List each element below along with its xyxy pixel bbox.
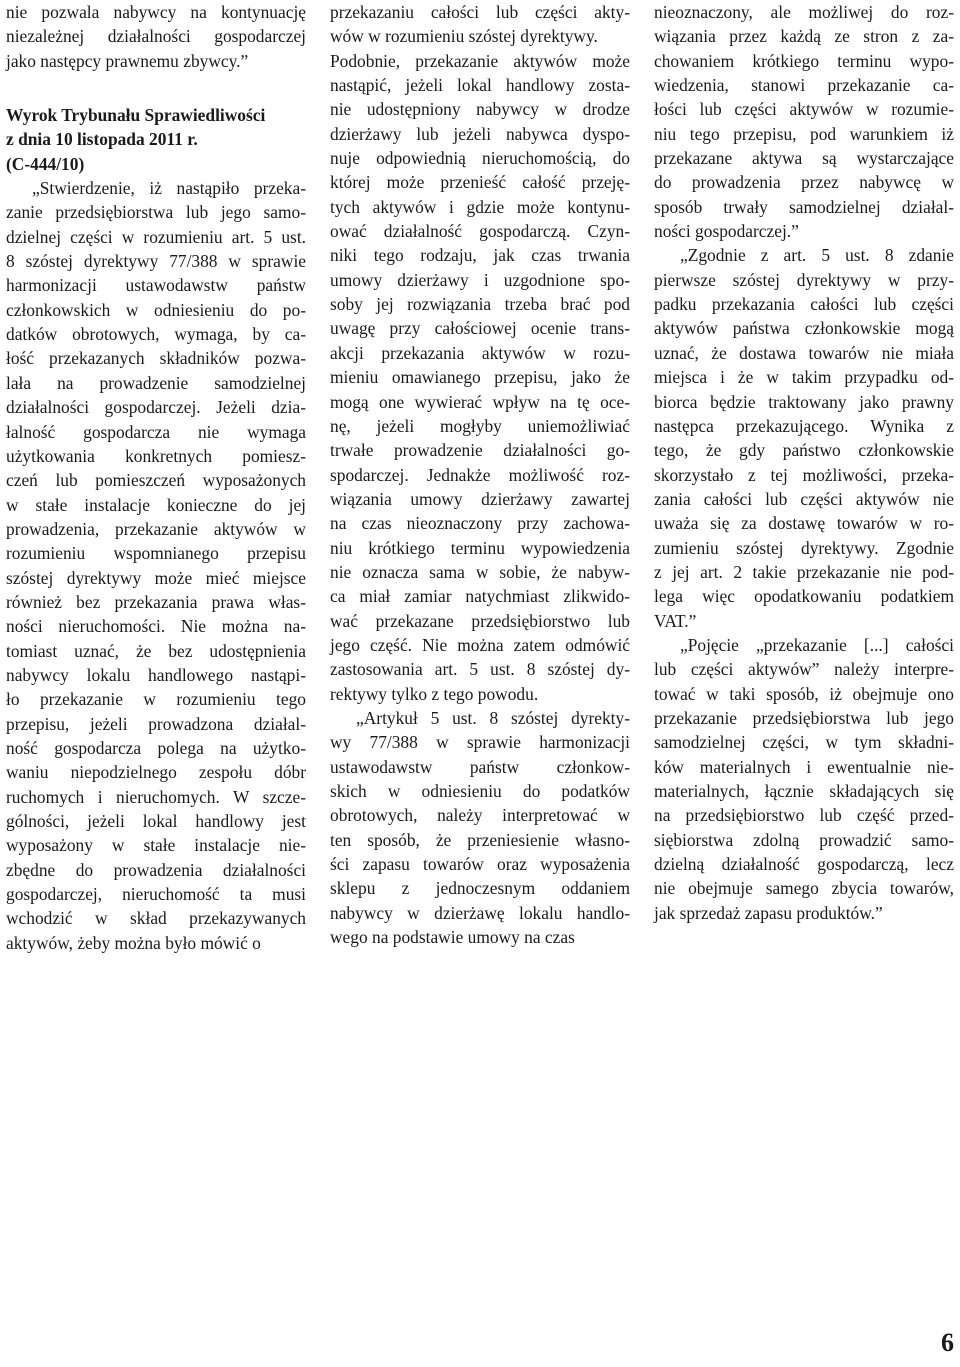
text-line: zanie przedsiębiorstwa lub jego samo- (6, 202, 306, 223)
text-line: nastąpić, jeżeli lokal handlowy zosta- (330, 75, 630, 96)
text-line: aktywów, żeby można było mówić o (6, 932, 261, 953)
text-line: aktywów państwa członkowskie mogą (654, 318, 954, 339)
text-line: biorca będzie traktowany jako prawny (654, 391, 954, 412)
text-line: waniu niepodzielnego zespołu dóbr (6, 762, 306, 783)
text-line: (C-444/10) (6, 153, 85, 174)
text-line: zumieniu szóstej dyrektywy. Zgodnie (654, 537, 954, 558)
text-line: której może przenieść całość przeję- (330, 172, 630, 193)
text-line: tomiast uznać, że bez udostępnienia (6, 640, 306, 661)
text-line: członkowskich w odniesieniu do po- (6, 299, 306, 320)
text-line: do prowadzenia przez nabywcę w (654, 172, 954, 193)
text-line: datków obrotowych, wymaga, by ca- (6, 324, 306, 345)
text-line: zastosowania art. 5 ust. 8 szóstej dy- (330, 659, 630, 680)
text-line: jako następcy prawnemu zbywcy.” (6, 50, 249, 71)
text-line: chowaniem krótkiego terminu wypo- (654, 50, 954, 71)
text-line: harmonizacji ustawodawstw państw (6, 275, 306, 296)
text-line: umowy dzierżawy i uzgodnione spo- (330, 269, 630, 290)
text-line: Podobnie, przekazanie aktywów może (330, 50, 630, 71)
text-line: przekazanie przedsiębiorstwa lub jego (654, 707, 954, 728)
text-line: „Stwierdzenie, iż nastąpiło przeka- (32, 178, 306, 199)
text-line: ków materialnych i ewentualnie nie- (654, 756, 954, 777)
text-line: akcji przekazania aktywów w rozu- (330, 342, 630, 363)
text-line: wy 77/388 w sprawie harmonizacji (330, 732, 630, 753)
text-line: wyposażony w stałe instalacje nie- (6, 835, 306, 856)
text-line: działalności gospodarczej. Jeżeli dzia- (6, 397, 306, 418)
text-line: sklepu z jednoczesnym oddaniem (330, 878, 630, 899)
text-line: dzielną działalność gospodarczą, lecz (654, 854, 954, 875)
text-line: ności nieruchomości. Nie można na- (6, 616, 306, 637)
text-line: niu tego przepisu, pod warunkiem iż (654, 123, 954, 144)
text-line: nę, jeżeli mogłyby uniemożliwiać (330, 415, 630, 436)
text-line: ca miał zamiar natychmiast zlikwido- (330, 586, 630, 607)
text-line: wchodzić w skład przekazywanych (6, 908, 306, 929)
text-line: niki tego rodzaju, jak czas trwania (330, 245, 630, 266)
text-line: rozumieniu wspomnianego przepisu (6, 543, 306, 564)
text-line: w stałe instalacje konieczne do jej (6, 494, 306, 515)
text-line: z jej art. 2 takie przekazanie nie pod- (654, 561, 954, 582)
text-line: soby jej rozwiązania trzeba brać pod (330, 294, 630, 315)
text-line: z dnia 10 listopada 2011 r. (6, 129, 198, 150)
text-line: następca przekazującego. Wynika z (654, 415, 954, 436)
text-line: 8 szóstej dyrektywy 77/388 w sprawie (6, 251, 306, 272)
text-line: „Zgodnie z art. 5 ust. 8 zdanie (680, 245, 954, 266)
text-line: ować działalność gospodarczą. Czyn- (330, 221, 630, 242)
text-line: samodzielnej części, w tym składni- (654, 732, 954, 753)
text-line: pierwsze szóstej dyrektywy w przy- (654, 269, 954, 290)
text-line: uwagę przy całościowej ocenie trans- (330, 318, 630, 339)
text-line: łość przekazanych składników pozwa- (6, 348, 306, 369)
text-line: „Pojęcie „przekazanie [...] całości (680, 634, 954, 655)
text-line: użytkowania konkretnych pomiesz- (6, 445, 306, 466)
text-line: uznać, że dostawa towarów nie miała (654, 342, 954, 363)
text-line: nieoznaczony, ale możliwej do roz- (654, 2, 954, 22)
text-line: szóstej dyrektywy może mieć miejsce (6, 567, 306, 588)
text-line: mogą one wywierać wpływ na tę oce- (330, 391, 630, 412)
text-line: siębiorstwa zdolną prowadzić samo- (654, 829, 954, 850)
text-line: łalność gospodarcza nie wymaga (6, 421, 306, 442)
text-line: spodarczej. Jednakże możliwość roz- (330, 464, 630, 485)
text-line: sposób trwały samodzielnej działal- (654, 196, 954, 217)
text-line: również bez przekazania prawa włas- (6, 591, 306, 612)
text-line: wiązania umowy dzierżawy zawartej (330, 488, 630, 509)
text-line: przekazane aktywa są wystarczające (654, 148, 954, 169)
text-line: mieniu omawianego przepisu, jako że (330, 367, 630, 388)
text-line: jak sprzedaż zapasu produktów.” (654, 902, 883, 923)
text-line: niu krótkiego terminu wypowiedzenia (330, 537, 630, 558)
text-line: miejsca i że w takim przypadku od- (654, 367, 954, 388)
text-line: skich w odniesieniu do podatków (330, 781, 630, 801)
text-line: ustawodawstw państw członkow- (330, 756, 630, 777)
text-line: dzierżawy lub jeżeli nabywca dyspo- (330, 123, 630, 144)
text-line: wiązania przez każdą ze stron z za- (654, 26, 954, 47)
text-line: tego, że gdy państwo członkowskie (654, 440, 954, 461)
text-line: nie oznacza sama w sobie, że nabyw- (330, 561, 630, 582)
text-line: obrotowych, należy interpretować w (330, 805, 630, 826)
text-line: wego na podstawie umowy na czas (330, 927, 575, 948)
text-line: ności gospodarczej.” (654, 221, 799, 242)
text-column-2 (330, 0, 630, 949)
text-line: na czas nieoznaczony przy zachowa- (330, 513, 630, 534)
text-line: czeń lub pomieszczeń wyposażonych (6, 470, 306, 491)
text-line: nie obejmuje samego zbycia towarów, (654, 878, 954, 899)
text-line: gospodarczej, nieruchomość ta musi (6, 884, 306, 905)
text-line: niezależnej działalności gospodarczej (6, 26, 306, 47)
text-line: lała na prowadzenie samodzielnej (6, 372, 306, 393)
text-line: Wyrok Trybunału Sprawiedliwości (6, 105, 266, 126)
text-line: jego część. Nie można zatem odmówić (330, 634, 630, 655)
text-line: ten sposób, że przeniesienie własno- (330, 829, 630, 850)
text-line: gólności, jeżeli lokal handlowy jest (6, 811, 306, 831)
text-line: trwałe prowadzenie działalności go- (330, 440, 630, 461)
text-line: zania całości lub części aktywów nie (654, 488, 954, 509)
text-line: padku przekazania całości lub części (654, 294, 954, 315)
text-line: ści zapasu towarów oraz wyposażenia (330, 854, 630, 875)
text-line: „Artykuł 5 ust. 8 szóstej dyrekty- (356, 707, 630, 728)
text-line: nabywcy lokalu handlowego nastąpi- (6, 664, 306, 685)
text-column-3 (654, 0, 954, 925)
text-line: prowadzenia, przekazanie aktywów w (6, 518, 306, 539)
text-line: lega więc opodatkowaniu podatkiem (654, 586, 954, 607)
text-line: na przedsiębiorstwo lub część przed- (654, 805, 954, 826)
text-line: rektywy tylko z tego powodu. (330, 683, 539, 704)
text-line: łości lub części aktywów w rozumie- (654, 99, 954, 120)
text-line: ło przekazanie w rozumieniu tego (6, 689, 306, 710)
text-line: tować w taki sposób, iż obejmuje ono (654, 683, 954, 704)
text-line: VAT.” (654, 610, 697, 631)
text-line: uważa się za dostawę towarów w ro- (654, 513, 954, 534)
text-line: lub części aktywów” należy interpre- (654, 659, 954, 680)
text-line: dzielnej części w rozumieniu art. 5 ust. (6, 226, 306, 247)
text-line: nabywcy w dzierżawę lokalu handlo- (330, 902, 630, 923)
text-line: materialnych, łącznie składających się (654, 781, 954, 801)
text-line: wów w rozumieniu szóstej dyrektywy. (330, 26, 598, 47)
text-line: wać przekazane przedsiębiorstwo lub (330, 610, 630, 631)
text-line (6, 73, 306, 103)
text-line: nie pozwala nabywcy na kontynuację (6, 2, 306, 22)
text-line: nie udostępniony nabywcy w drodze (330, 99, 630, 120)
text-line: wiedzenia, stanowi przekazanie ca- (654, 75, 954, 96)
text-line: ruchomych i nieruchomych. W szcze- (6, 786, 306, 807)
text-column-1 (6, 0, 306, 955)
text-line: skorzystało z tej możliwości, przeka- (654, 464, 954, 485)
text-line: nuje odpowiednią nieruchomością, do (330, 148, 630, 169)
text-line: ność gospodarcza polega na użytko- (6, 737, 306, 758)
text-line: tych aktywów i gdzie może kontynu- (330, 196, 630, 217)
page-number: 6 (941, 1328, 954, 1357)
text-line: przepisu, jeżeli prowadzona działal- (6, 713, 306, 734)
text-line: przekazaniu całości lub części akty- (330, 2, 630, 22)
text-line: zbędne do prowadzenia działalności (6, 859, 306, 880)
